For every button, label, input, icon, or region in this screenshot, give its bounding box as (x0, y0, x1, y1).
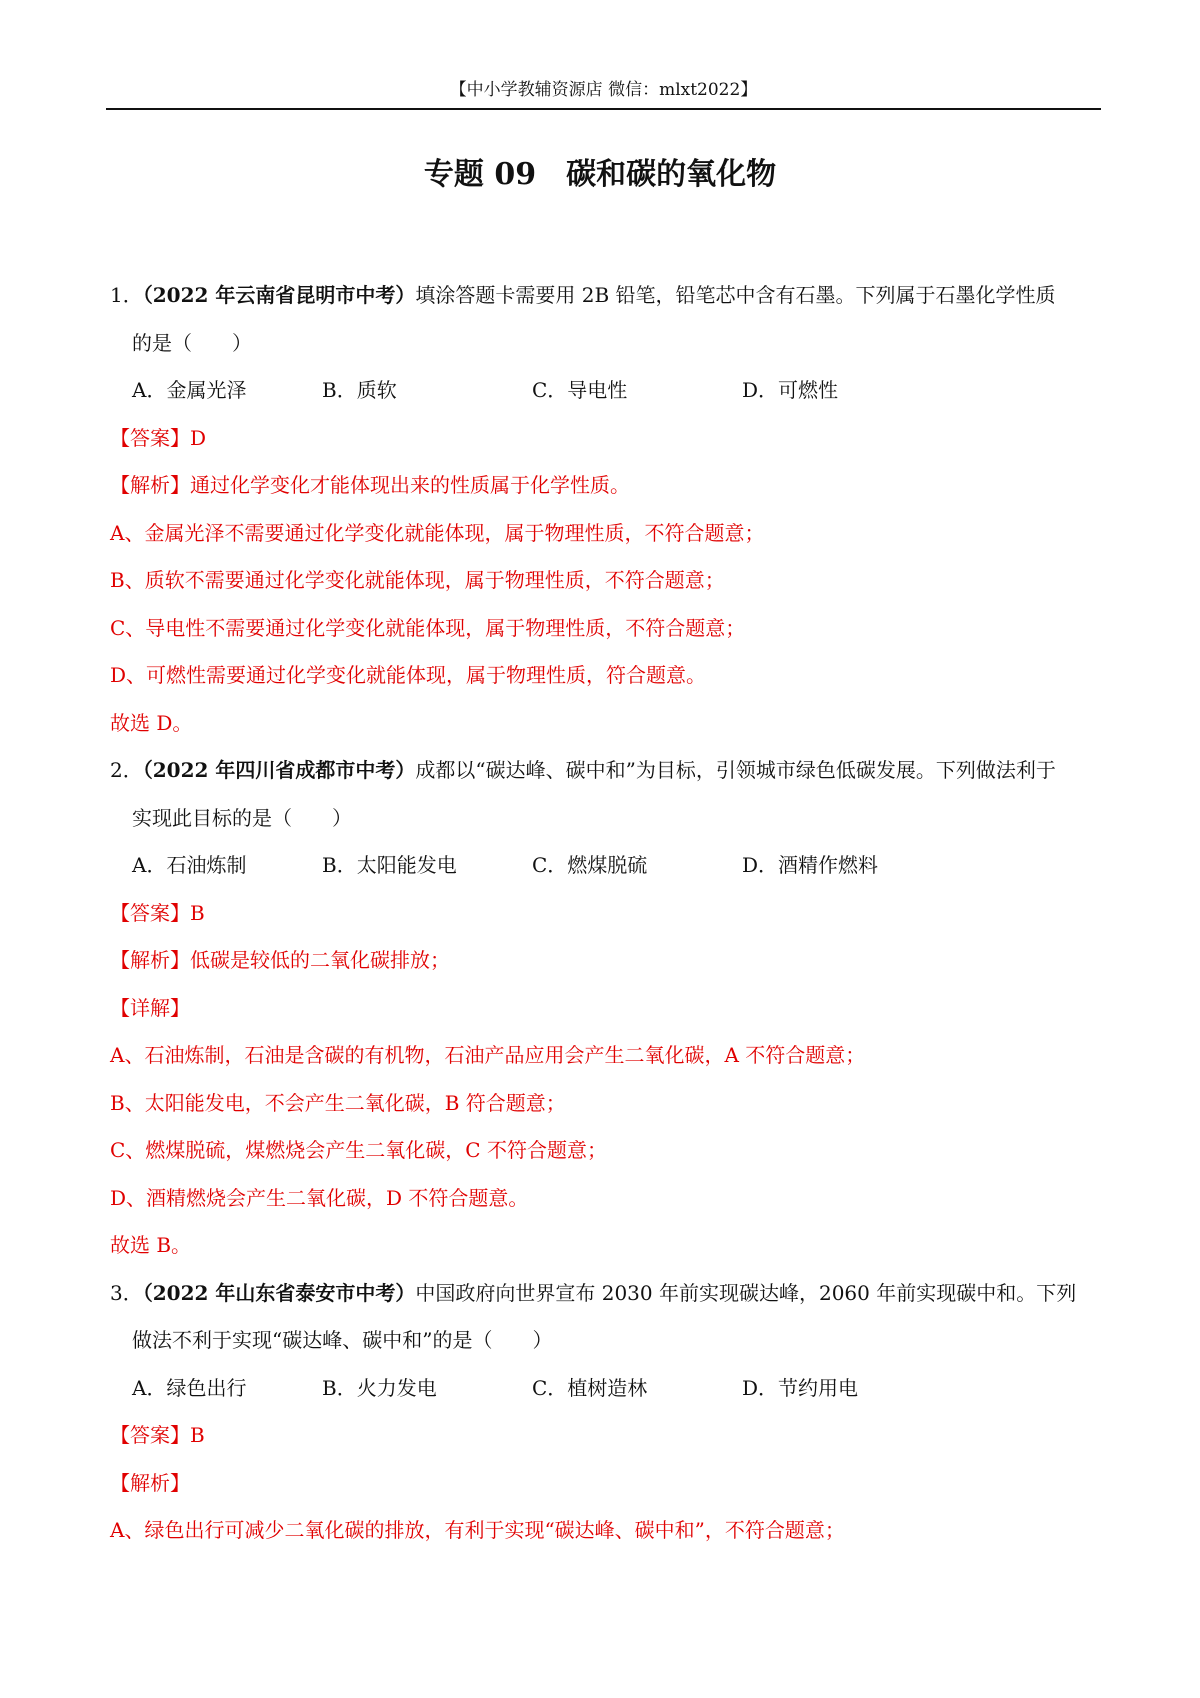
answer: 【答案】B (110, 1423, 205, 1447)
detail-label: 【详解】 (110, 995, 190, 1020)
analysis (110, 462, 1100, 510)
option-b: B．火力发电 (322, 1375, 437, 1400)
question-stem (110, 1270, 1100, 1318)
question-stem-continued: 实现此目标的是（ ） (132, 805, 352, 830)
option-a: A．绿色出行 (132, 1375, 247, 1400)
detail-line: A、石油炼制，石油是含碳的有机物，石油产品应用会产生二氧化碳，A 不符合题意； (110, 1043, 866, 1067)
detail-line: B、质软不需要通过化学变化就能体现，属于物理性质，不符合题意； (110, 568, 725, 592)
conclusion: 故选 D。 (110, 710, 193, 735)
question-text: 中国政府向世界宣布 2030 年前实现碳达峰，2060 年前实现碳中和。下列 (415, 1280, 1077, 1305)
question-text: 成都以“碳达峰、碳中和”为目标，引领城市绿色低碳发展。下列做法利于 (415, 758, 1056, 782)
options-row (110, 1365, 1100, 1413)
analysis-label: 【解析】 (110, 473, 190, 497)
option-b: B．质软 (322, 378, 397, 402)
analysis (110, 937, 1100, 985)
detail-line: C、导电性不需要通过化学变化就能体现，属于物理性质，不符合题意； (110, 615, 746, 640)
document-body (110, 272, 1100, 1555)
option-c: C．植树造林 (532, 1375, 648, 1400)
question-stem (110, 272, 1100, 320)
option-d: D．可燃性 (742, 378, 839, 402)
options-row (110, 367, 1100, 415)
question-source: （2022 年云南省昆明市中考） (142, 283, 416, 307)
page-header: 【中小学教辅资源店 微信：mlxt2022】 (106, 78, 1101, 110)
option-c: C．燃煤脱硫 (532, 853, 648, 877)
option-a: A．金属光泽 (132, 378, 247, 402)
question-text: 填涂答题卡需要用 2B 铅笔，铅笔芯中含有石墨。下列属于石墨化学性质 (415, 283, 1056, 307)
question-1 (110, 272, 1100, 747)
option-a: A．石油炼制 (132, 853, 247, 877)
answer: 【答案】D (110, 425, 207, 450)
question-source: （2022 年山东省泰安市中考） (142, 1280, 416, 1305)
detail-line: A、绿色出行可减少二氧化碳的排放，有利于实现“碳达峰、碳中和”，不符合题意； (110, 1518, 845, 1542)
option-d: D．酒精作燃料 (742, 853, 879, 877)
question-number: 2． (110, 758, 143, 782)
analysis-text: 通过化学变化才能体现出来的性质属于化学性质。 (190, 473, 630, 497)
question-source: （2022 年四川省成都市中考） (142, 758, 416, 782)
options-row (110, 842, 1100, 890)
page-title: 专题 09 碳和碳的氧化物 (423, 157, 777, 192)
answer: 【答案】B (110, 900, 205, 925)
question-stem-continued: 做法不利于实现“碳达峰、碳中和”的是（ ） (132, 1328, 553, 1352)
detail-line: D、酒精燃烧会产生二氧化碳，D 不符合题意。 (110, 1185, 529, 1210)
detail-line: B、太阳能发电，不会产生二氧化碳，B 符合题意； (110, 1090, 566, 1115)
analysis-text: 低碳是较低的二氧化碳排放； (190, 948, 450, 972)
question-stem-continued: 的是（ ） (132, 330, 252, 355)
option-d: D．节约用电 (742, 1375, 859, 1400)
question-number: 3． (110, 1280, 143, 1305)
analysis-label: 【解析】 (110, 948, 190, 972)
option-c: C．导电性 (532, 378, 628, 402)
question-3 (110, 1270, 1100, 1555)
question-stem (110, 747, 1100, 795)
analysis-label: 【解析】 (110, 1470, 190, 1495)
detail-line: A、金属光泽不需要通过化学变化就能体现，属于物理性质，不符合题意； (110, 520, 765, 545)
question-number: 1． (110, 283, 143, 307)
conclusion: 故选 B。 (110, 1233, 192, 1257)
detail-line: D、可燃性需要通过化学变化就能体现，属于物理性质，符合题意。 (110, 663, 707, 687)
detail-line: C、燃煤脱硫，煤燃烧会产生二氧化碳，C 不符合题意； (110, 1138, 607, 1162)
question-2 (110, 747, 1100, 1270)
option-b: B．太阳能发电 (322, 853, 457, 877)
